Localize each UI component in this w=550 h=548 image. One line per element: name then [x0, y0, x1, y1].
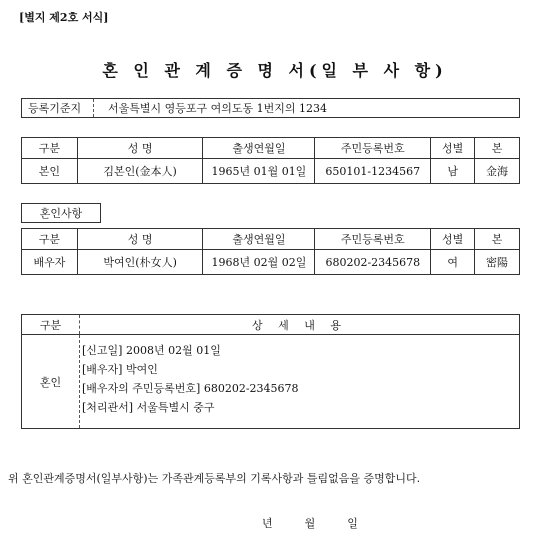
header-origin: 본 — [475, 138, 520, 159]
header-origin: 본 — [475, 229, 520, 250]
spouse-sex: 여 — [431, 250, 475, 275]
details-header-content: 상 세 내 용 — [252, 318, 347, 332]
principal-table — [21, 137, 520, 184]
details-body-row — [22, 335, 519, 428]
principal-header-row — [22, 138, 520, 159]
principal-row — [22, 159, 520, 184]
detail-spouse: [배우자] 박여인 — [82, 363, 158, 376]
principal-sex: 남 — [431, 159, 475, 184]
certification-statement: 위 혼인관계증명서(일부사항)는 가족관계등록부의 기록사항과 틀림없음을 증명합니다. — [8, 472, 421, 485]
detail-office: [처리관서] 서울특별시 중구 — [82, 401, 215, 414]
spouse-table — [21, 228, 520, 275]
spouse-rrn: 680202-2345678 — [315, 250, 431, 275]
header-category: 구분 — [22, 138, 78, 159]
principal-rrn: 650101-1234567 — [315, 159, 431, 184]
details-table — [21, 314, 520, 429]
spouse-header-row — [22, 229, 520, 250]
header-birth: 출생연월일 — [203, 229, 315, 250]
registry-box — [21, 98, 520, 118]
header-sex: 성별 — [431, 229, 475, 250]
detail-spouse-rrn: [배우자의 주민등록번호] 680202-2345678 — [82, 382, 299, 395]
principal-birth: 1965년 01월 01일 — [203, 159, 315, 184]
details-content — [80, 335, 519, 428]
details-header-row — [22, 315, 519, 335]
detail-report-date: [신고일] 2008년 02월 01일 — [82, 344, 221, 357]
form-number: [별지 제2호 서식] — [19, 11, 109, 24]
registry-value: 서울특별시 영등포구 여의도동 1번지의 1234 — [108, 102, 327, 115]
date-year-label: 년 — [262, 517, 273, 530]
header-birth: 출생연월일 — [203, 138, 315, 159]
document-title: 혼 인 관 계 증 명 서(일 부 사 항) — [102, 61, 448, 80]
details-header-category: 구분 — [22, 315, 80, 334]
spouse-name: 박여인(朴女人) — [77, 250, 203, 275]
header-rrn: 주민등록번호 — [315, 138, 431, 159]
principal-origin: 金海 — [475, 159, 520, 184]
header-sex: 성별 — [431, 138, 475, 159]
header-name: 성 명 — [77, 138, 203, 159]
registry-label: 등록기준지 — [22, 99, 94, 117]
header-name: 성 명 — [77, 229, 203, 250]
spouse-birth: 1968년 02월 02일 — [203, 250, 315, 275]
principal-role: 본인 — [22, 159, 78, 184]
marriage-section-label: 혼인사항 — [21, 203, 101, 223]
spouse-row — [22, 250, 520, 275]
header-category: 구분 — [22, 229, 78, 250]
date-line — [262, 515, 358, 531]
spouse-origin: 密陽 — [475, 250, 520, 275]
date-month-label: 월 — [304, 517, 316, 530]
principal-name: 김본인(金本人) — [77, 159, 203, 184]
details-category: 혼인 — [22, 335, 80, 428]
date-day-label: 일 — [347, 517, 358, 530]
spouse-role: 배우자 — [22, 250, 78, 275]
header-rrn: 주민등록번호 — [315, 229, 431, 250]
